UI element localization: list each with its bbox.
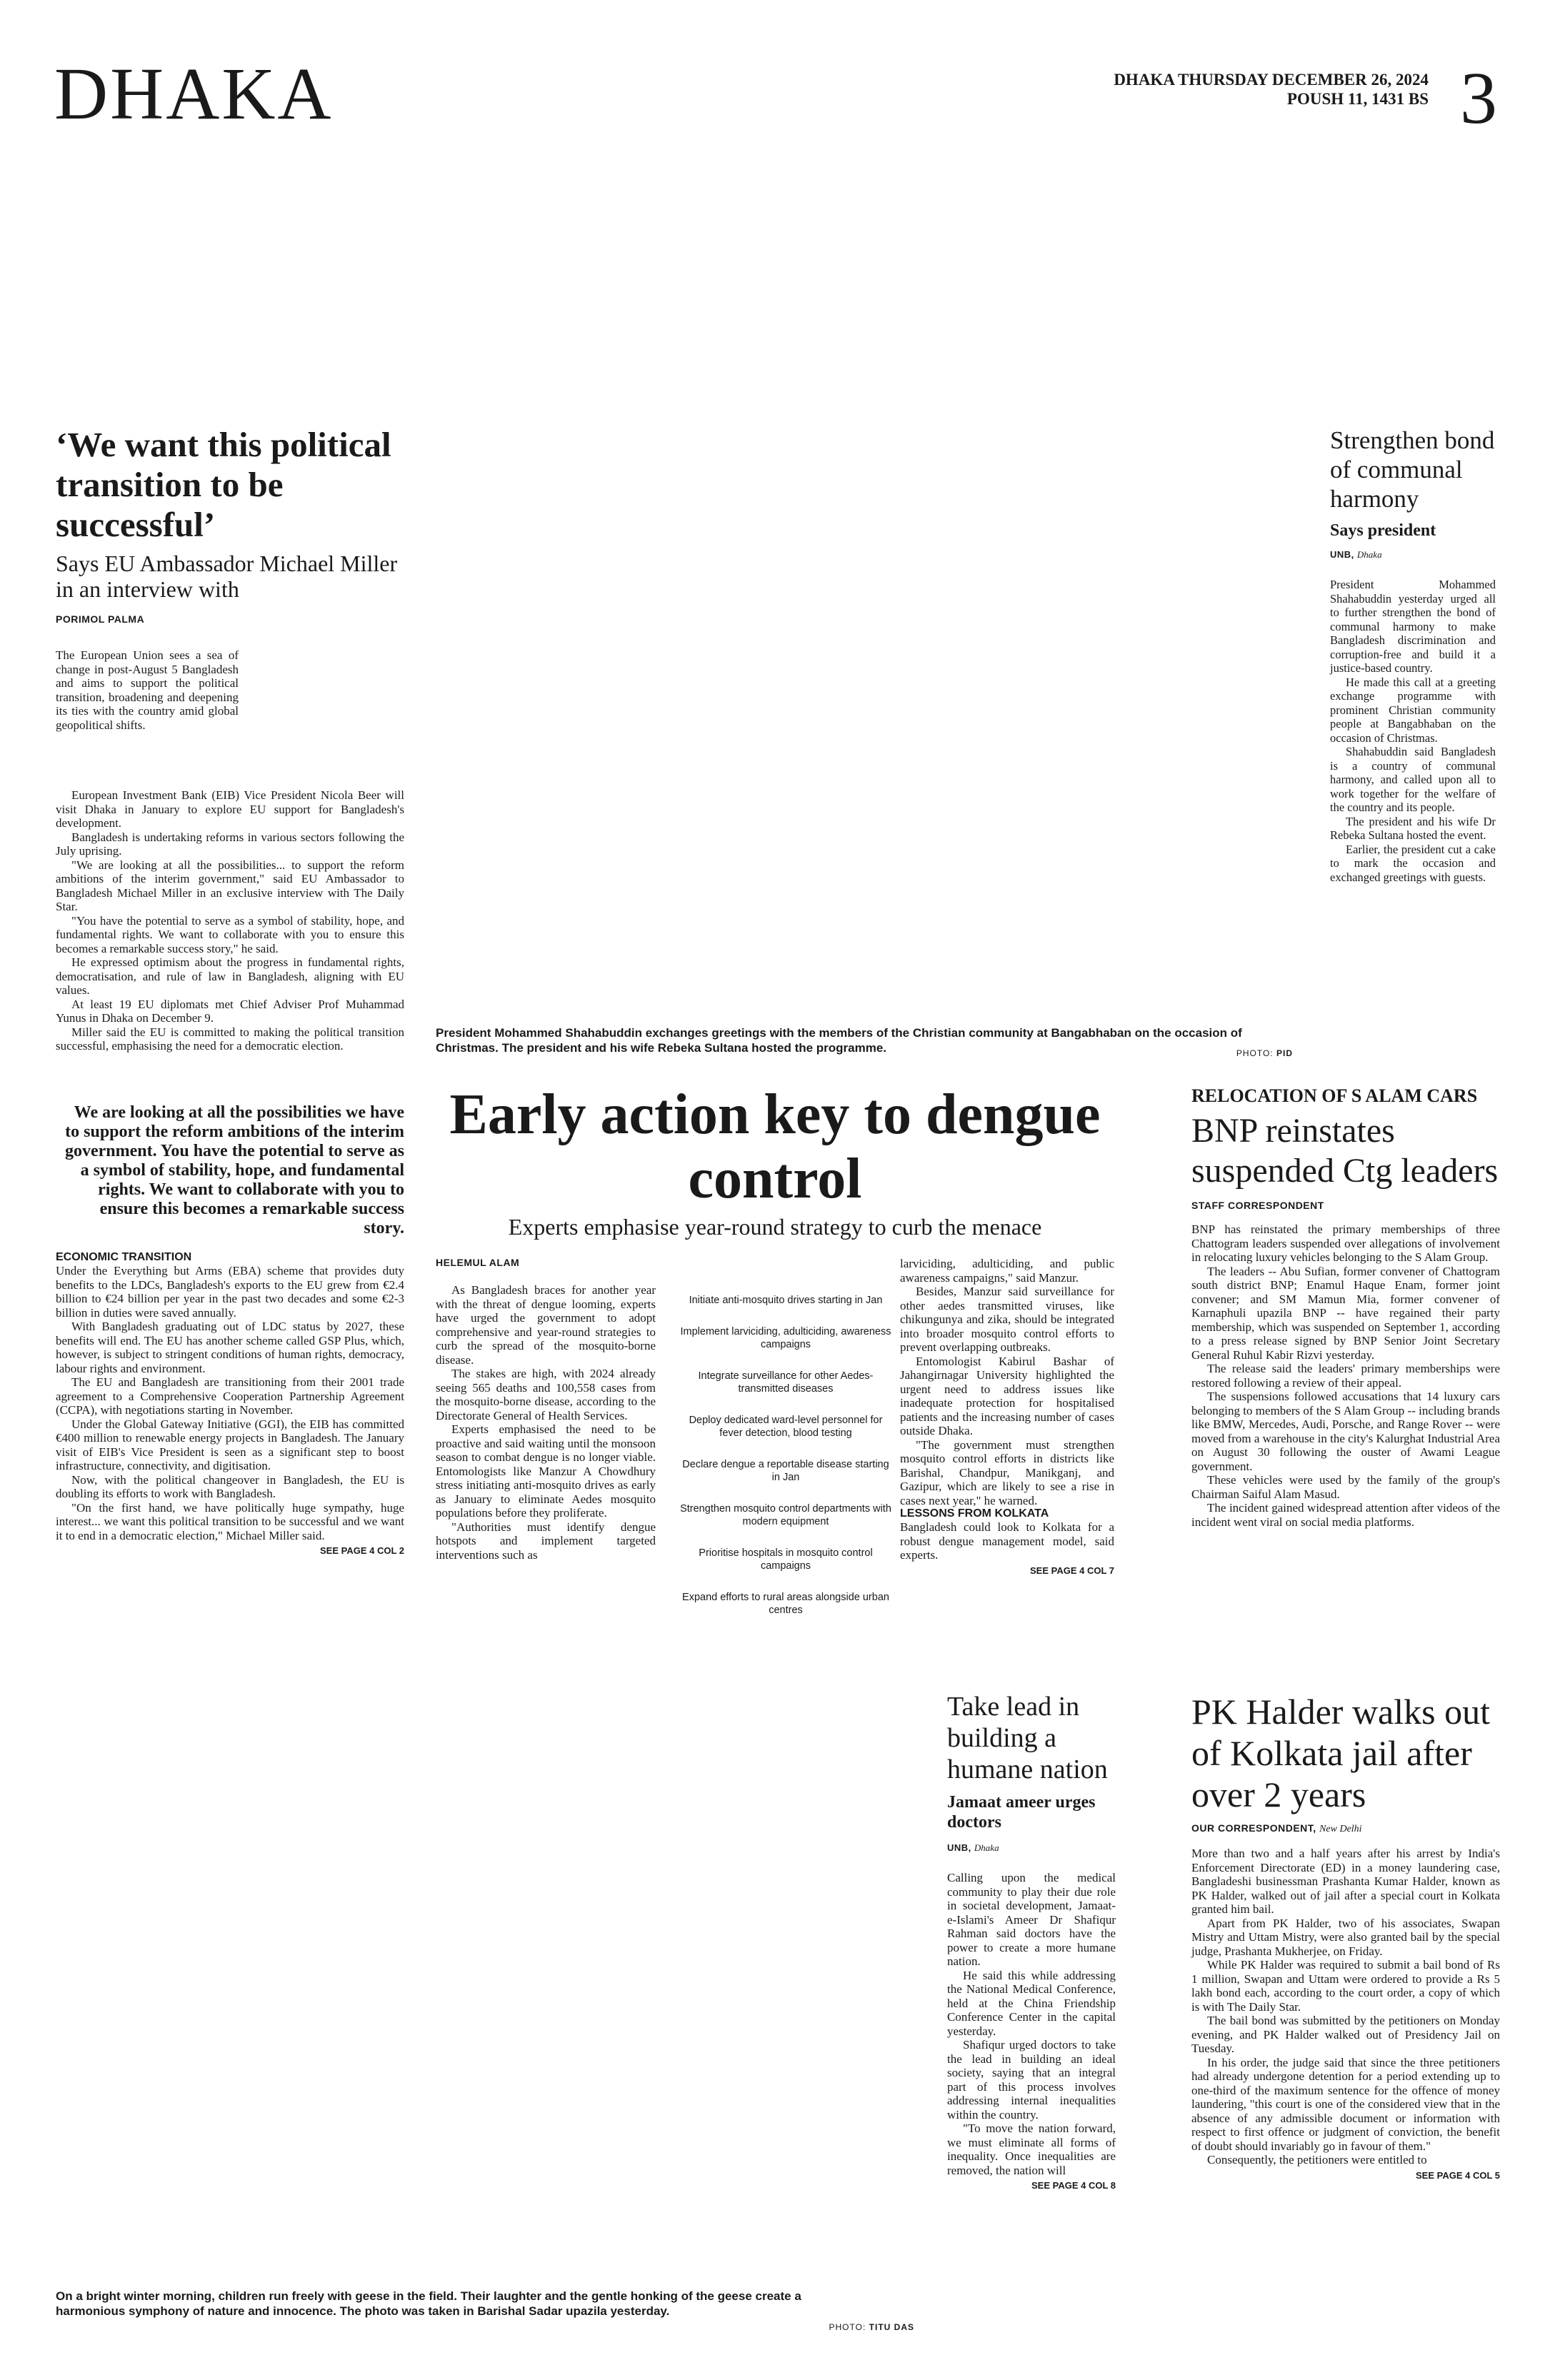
bnp-paragraph: The incident gained widespread attention after videos of the incident went viral on social media platforms. [1191, 1501, 1500, 1529]
communal-paragraph: President Mohammed Shahabuddin yesterday urged all to further strengthen the bond of communal harmony to make Bangladesh discrimination and corruption-free and build it a justice-based country. [1330, 578, 1496, 675]
dengue-strategy-graphic [679, 1294, 893, 1635]
communal-paragraph: The president and his wife Dr Rebeka Sultana hosted the event. [1330, 814, 1496, 842]
eu-intro-wrap-text [56, 648, 239, 732]
eu-intro-body [56, 788, 404, 1053]
dengue-col1 [436, 1283, 656, 1562]
dengue-paragraph: "The government must strengthen mosquito control efforts in districts like Barishal, Chandpur, Manikganj, and Gazipur, which are likely to see a rise in cases next year," he warned. [900, 1437, 1114, 1507]
eu-pull-quote: We are looking at all the possibilities we have to support the reform ambitions of the interim government. You have the potential to serve as a symbol of stability, hope, and fundamental rights. We want to collaborate with you to ensure this becomes a remarkable success story. [64, 1103, 404, 1237]
eu-section [56, 1251, 404, 1556]
pk-paragraph: While PK Halder was required to submit a bail bond of Rs 1 million, Swapan and Uttam were ordered to provide a Rs 5 lakh bond each, according to the court order, a copy of which is with The Daily Star. [1191, 1958, 1500, 2014]
eu-byline: PORIMOL PALMA [56, 613, 145, 625]
dengue-paragraph: larviciding, adulticiding, and public awareness campaigns," said Manzur. [900, 1257, 1114, 1285]
bnp-kicker: RELOCATION OF S ALAM CARS [1191, 1085, 1478, 1106]
communal-story [1330, 426, 1496, 884]
jamaat-paragraph: Shafiqur urged doctors to take the lead in building an ideal society, saying that an integral part of this process involves addressing internal inequalities within the country. [947, 2038, 1116, 2122]
jamaat-byline-agency: UNB, [947, 1842, 971, 1853]
pk-byline [1191, 1822, 1500, 1835]
pk-paragraph: In his order, the judge said that since the three petitioners had already undergone detention for a period extending up to one-third of the maximum sentence for the offence of money laundering, "this court is one of the considered view that in the absence of any admissible document or information with respect to first offence or judgment of conviction, the benefit of doubt should invariably go in favour of them." [1191, 2055, 1500, 2153]
bnp-story [1191, 1085, 1500, 1529]
photo1-credit-label: PHOTO: [1236, 1048, 1274, 1058]
dengue-col3 [900, 1257, 1114, 1576]
dengue-paragraph: As Bangladesh braces for another year with the threat of dengue looming, experts have urged the government to adopt comprehensive and year-round strategies to curb the spread of the mosquito-borne disease. [436, 1283, 656, 1367]
jamaat-paragraph: "To move the nation forward, we must eliminate all forms of inequality. Once inequalities are removed, the nation will [947, 2122, 1116, 2177]
dengue-subhead: Experts emphasise year-round strategy to curb the menace [508, 1214, 1042, 1240]
eu-paragraph: "You have the potential to serve as a symbol of stability, hope, and fundamental rights. We want to collaborate with you to ensure this becomes a remarkable success story," he said. [56, 913, 404, 955]
dengue-strategy-item: Initiate anti-mosquito drives starting in Jan [689, 1295, 883, 1306]
jamaat-paragraph: He said this while addressing the National Medical Conference, held at the China Friendship Conference Center in the capital yesterday. [947, 1968, 1116, 2038]
eu-subhead: Says EU Ambassador Michael Miller in an interview with [56, 551, 398, 602]
photo2-caption: On a bright winter morning, children run freely with geese in the field. Their laughter and the gentle honking of the geese create a harmonious symphony of nature and innocence. The photo was taken in Barishal Sadar upazila yesterday. [56, 2289, 801, 2318]
communal-paragraph: Shahabuddin said Bangladesh is a country of communal harmony, and called upon all to work together for the welfare of the country and its people. [1330, 745, 1496, 814]
jamaat-subhead: Jamaat ameer urges doctors [947, 1793, 1096, 1832]
pk-paragraph: Apart from PK Halder, two of his associates, Swapan Mistry and Uttam Mistry, were also granted bail by the special judge, Prashanta Mukherjee, on Friday. [1191, 1916, 1500, 1958]
dengue-byline: HELEMUL ALAM [436, 1257, 520, 1268]
dengue-strategy-item: Integrate surveillance for other Aedes-transmitted diseases [698, 1370, 874, 1395]
dengue-strategy-item: Prioritise hospitals in mosquito control campaigns [699, 1547, 873, 1572]
dengue-paragraph: Bangladesh could look to Kolkata for a robust dengue management model, said experts. [900, 1520, 1114, 1562]
eu-paragraph: "On the first hand, we have politically huge sympathy, huge interest... we want this political transition to be successful and we want it to end in a democratic election," Michael Miller said. [56, 1500, 404, 1542]
dengue-paragraph: Entomologist Kabirul Bashar of Jahangirnagar University highlighted the urgent need to address issues like inadequate protection for hospitalised patients and the increasing number of cases outside Dhaka. [900, 1354, 1114, 1437]
dengue-strategy-item: Deploy dedicated ward-level personnel for fever detection, blood testing [689, 1415, 883, 1439]
dengue-strategy-item: Implement larviciding, adulticiding, awareness campaigns [680, 1326, 891, 1350]
bnp-paragraph: The leaders -- Abu Sufian, former convener of Chattogram south district BNP; Enamul Haque Enam, former joint convener; and SM Mamun Mia, former convener of Karnaphuli upazila BNP -- have regained their party membership, which was suspended on September 1, according to a press release signed by BNP Senior Joint Secretary General Ruhul Kabir Rizvi yesterday. [1191, 1264, 1500, 1362]
dengue-headline: Early action key to dengue control [449, 1083, 1101, 1210]
bnp-paragraph: BNP has reinstated the primary memberships of three Chattogram leaders suspended over allegations of involvement in relocating luxury vehicles belonging to the S Alam Group. [1191, 1222, 1500, 1264]
dengue-paragraph: The stakes are high, with 2024 already seeing 565 deaths and 100,558 cases from the mosquito-borne disease, according to the Directorate General of Health Services. [436, 1367, 656, 1422]
pk-story [1191, 1691, 1500, 2181]
communal-byline-agency: UNB, [1330, 549, 1354, 560]
bnp-paragraph: The suspensions followed accusations that 14 luxury cars belonging to members of the S Alam Group -- including brands like BMW, Mercedes, Audi, Porsche, and Range Rover -- were moved from a warehouse in the city's Kalurghat Industrial Area on August 30 following the ouster of Awami League government. [1191, 1390, 1500, 1473]
jamaat-jump-link[interactable]: SEE PAGE 4 COL 8 [1031, 2180, 1116, 2191]
photo2-credit [764, 2322, 914, 2332]
eu-paragraph: European Investment Bank (EIB) Vice President Nicola Beer will visit Dhaka in January to explore EU support for Bangladesh's development. [56, 788, 404, 830]
bnp-headline: BNP reinstates suspended Ctg leaders [1191, 1112, 1499, 1190]
communal-byline-location: Dhaka [1356, 549, 1382, 560]
bnp-byline: STAFF CORRESPONDENT [1191, 1200, 1324, 1211]
jamaat-byline [947, 1842, 1116, 1854]
communal-byline [1330, 549, 1496, 561]
pk-paragraph: Consequently, the petitioners were entitled to [1207, 2153, 1427, 2166]
photo1-credit-name: PID [1276, 1048, 1293, 1058]
pk-headline: PK Halder walks out of Kolkata jail after over 2 years [1191, 1692, 1490, 1814]
eu-paragraph: Bangladesh is undertaking reforms in various sectors following the July uprising. [56, 830, 404, 858]
masthead-title: DHAKA [54, 53, 334, 135]
pk-byline-location: New Delhi [1319, 1824, 1362, 1834]
pk-paragraph: The bail bond was submitted by the petitioners on Monday evening, and PK Halder walked out of Presidency Jail on Tuesday. [1191, 2014, 1500, 2055]
communal-subhead: Says president [1330, 521, 1436, 540]
dengue-paragraph: Experts emphasised the need to be proactive and said waiting until the monsoon season to combat dengue is no longer viable. Entomologists like Manzur A Chowdhury stress initiating anti-mosquito drives as early as January to eliminate Aedes mosquito populations before they proliferate. [436, 1422, 656, 1520]
eu-section-head: ECONOMIC TRANSITION [56, 1251, 192, 1263]
eu-paragraph: Now, with the political changeover in Bangladesh, the EU is doubling its efforts to work with Bangladesh. [56, 1472, 404, 1500]
communal-headline: Strengthen bond of communal harmony [1330, 426, 1495, 513]
dateline-bangla-date: POUSH 11, 1431 BS [1286, 90, 1429, 108]
eu-jump-link[interactable]: SEE PAGE 4 COL 2 [319, 1545, 404, 1556]
jamaat-paragraph: Calling upon the medical community to play their due role in societal development, Jamaat-e-Islami's Ameer Dr Shafiqur Rahman said doctors have the power to create a more humane nation. [947, 1871, 1116, 1968]
pk-jump-link[interactable]: SEE PAGE 4 COL 5 [1415, 2169, 1500, 2181]
eu-paragraph: Miller said the EU is committed to making the political transition successful, emphasising the need for a democratic election. [56, 1025, 404, 1053]
dateline-date: DHAKA THURSDAY DECEMBER 26, 2024 [1114, 71, 1429, 89]
eu-paragraph: The EU and Bangladesh are transitioning from their 2001 trade agreement to a Comprehensive Cooperation Partnership Agreement (CCPA), with negotiations starting in November. [56, 1375, 404, 1417]
page-number: 3 [1460, 57, 1497, 139]
communal-paragraph: Earlier, the president cut a cake to mark the occasion and exchanged greetings with guests. [1330, 842, 1496, 884]
eu-headline: ‘We want this political transition to be successful’ [56, 425, 391, 544]
dengue-strategy-item: Expand efforts to rural areas alongside urban centres [682, 1592, 889, 1616]
jamaat-byline-location: Dhaka [974, 1842, 999, 1853]
photo1-caption: President Mohammed Shahabuddin exchanges greetings with the members of the Christian community at Bangabhaban on the occasion of Christmas. The president and his wife Rebeka Sultana hosted the programme. [436, 1026, 1242, 1055]
dengue-jump-link[interactable]: SEE PAGE 4 COL 7 [1029, 1565, 1114, 1576]
jamaat-headline: Take lead in building a humane nation [947, 1692, 1108, 1784]
dengue-strategy-item: Strengthen mosquito control departments with modern equipment [680, 1503, 891, 1527]
eu-story [56, 425, 420, 625]
photo2-credit-name: TITU DAS [869, 2322, 914, 2332]
bnp-paragraph: The release said the leaders' primary memberships were restored following a review of their appeal. [1191, 1362, 1500, 1390]
dateline [1114, 70, 1429, 109]
eu-paragraph: He expressed optimism about the progress in fundamental rights, democratisation, and rule of law in Bangladesh, aligning with EU values. [56, 955, 404, 997]
bnp-paragraph: These vehicles were used by the family of the group's Chairman Saiful Alam Masud. [1191, 1473, 1500, 1501]
communal-paragraph: He made this call at a greeting exchange programme with prominent Christian community people at Bangabhaban on the occasion of Christmas. [1330, 675, 1496, 745]
photo1-credit [1186, 1048, 1293, 1058]
eu-paragraph: "We are looking at all the possibilities... to support the reform ambitions of the interim government," said EU Ambassador to Bangladesh Michael Miller in an exclusive interview with The Daily Star. [56, 858, 404, 913]
pk-paragraph: More than two and a half years after his arrest by India's Enforcement Directorate (ED) in a money laundering case, Bangladeshi businessman Prashanta Kumar Halder, known as PK Halder, walked out of jail after a special court in Kolkata granted him bail. [1191, 1847, 1500, 1916]
eu-paragraph: Under the Everything but Arms (EBA) scheme that provides duty benefits to the LDCs, Bangladesh's exports to the EU grew from €2.4 billion to €24 billion per year in the past two decades and some €2-3 billion in duties were saved annually. [56, 1264, 404, 1320]
photo2-credit-label: PHOTO: [829, 2322, 866, 2332]
dengue-paragraph: Besides, Manzur said surveillance for other aedes transmitted viruses, like chikungunya and zika, should be integrated into broader mosquito control efforts to prevent overlapping outbreaks. [900, 1285, 1114, 1354]
dengue-section-head: LESSONS FROM KOLKATA [900, 1507, 1049, 1520]
eu-paragraph: With Bangladesh graduating out of LDC status by 2027, these benefits will end. The EU has another scheme called GSP Plus, which, however, is subject to stringent conditions of human rights, democracy, labour rights and environment. [56, 1320, 404, 1375]
pk-byline-agency: OUR CORRESPONDENT, [1191, 1822, 1316, 1834]
eu-paragraph: At least 19 EU diplomats met Chief Adviser Prof Muhammad Yunus in Dhaka on December 9. [56, 997, 404, 1025]
dengue-strategy-item: Declare dengue a reportable disease starting in Jan [682, 1459, 889, 1483]
dengue-paragraph: "Authorities must identify dengue hotspots and implement targeted interventions such as [436, 1520, 656, 1562]
eu-paragraph: The European Union sees a sea of change in post-August 5 Bangladesh and aims to support the political transition, broadening and deepening its ties with the country amid global geopolitical shifts. [56, 648, 239, 732]
eu-paragraph: Under the Global Gateway Initiative (GGI), the EIB has committed €400 million to renewable energy projects in Bangladesh. The January visit of EIB's Vice President is seen as a significant step to boost infrastructure, connectivity, and digitisation. [56, 1417, 404, 1472]
jamaat-story [947, 1691, 1116, 2191]
